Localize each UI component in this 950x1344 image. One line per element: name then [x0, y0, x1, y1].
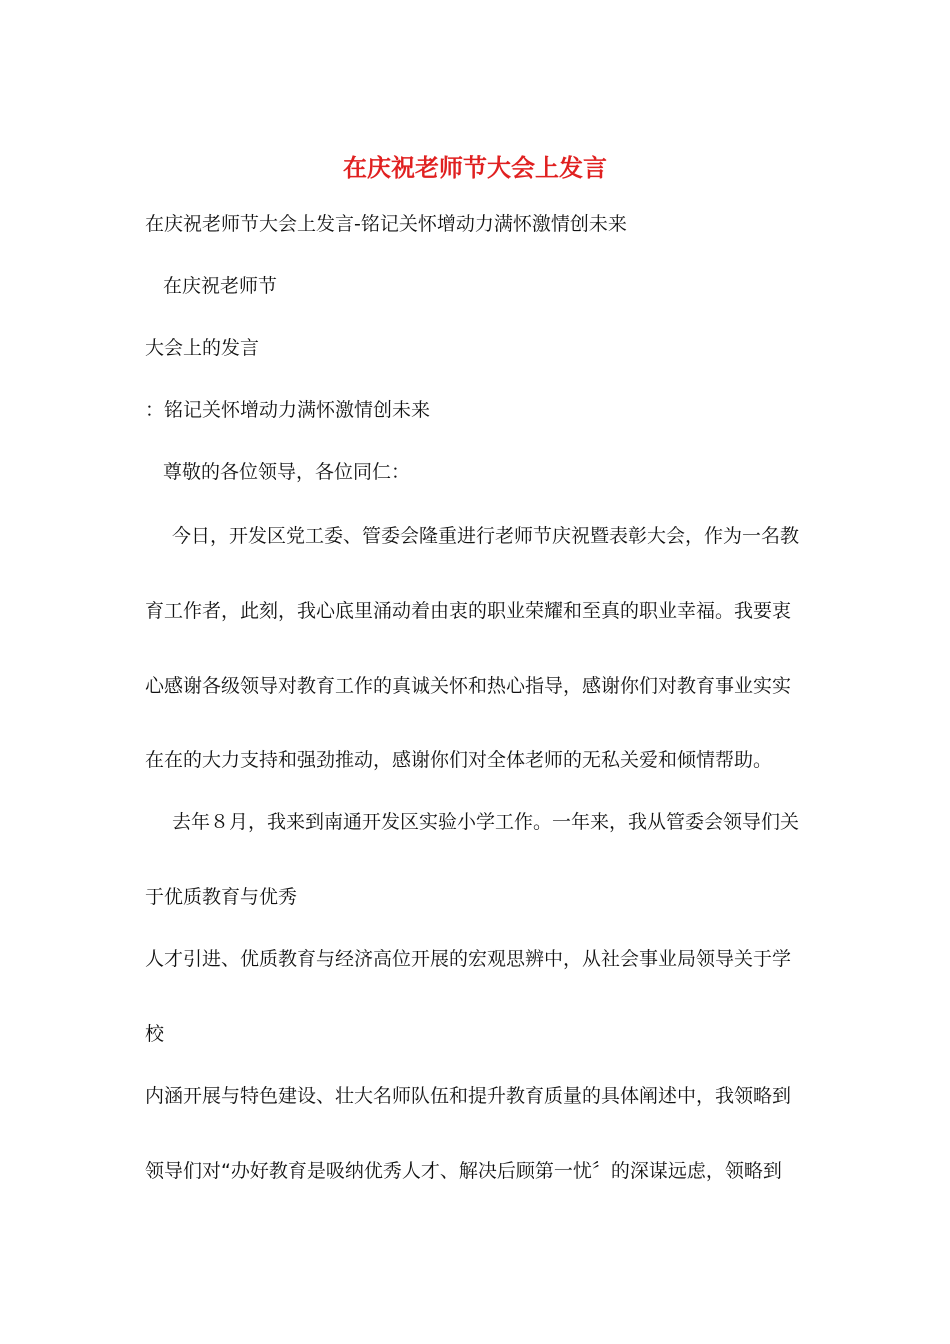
paragraph-line: 于优质教育与优秀 — [145, 886, 298, 908]
paragraph-line: 今日，开发区党工委、管委会隆重进行老师节庆祝暨表彰大会，作为一名教 — [172, 525, 800, 547]
paragraph-line: ：铭记关怀增动力满怀激情创未来 — [145, 399, 431, 421]
subtitle-line: 在庆祝老师节大会上发言-铭记关怀增动力满怀激情创未来 — [145, 213, 627, 235]
document-title: 在庆祝老师节大会上发言 — [343, 153, 607, 182]
paragraph-line: 育工作者，此刻，我心底里涌动着由衷的职业荣耀和至真的职业幸福。我要衷 — [145, 600, 792, 622]
paragraph-line: 在庆祝老师节 — [163, 275, 278, 297]
paragraph-line: 大会上的发言 — [145, 337, 260, 359]
paragraph-line: 内涵开展与特色建设、壮大名师队伍和提升教育质量的具体阐述中，我领略到 — [145, 1085, 792, 1107]
paragraph-line: 去年８月，我来到南通开发区实验小学工作。一年来，我从管委会领导们关 — [172, 811, 800, 833]
paragraph-line: 心感谢各级领导对教育工作的真诚关怀和热心指导，感谢你们对教育事业实实 — [145, 675, 792, 697]
paragraph-line: 领导们对“办好教育是吸纳优秀人才、解决后顾第一忧〞的深谋远虑，领略到 — [145, 1160, 782, 1182]
paragraph-line: 校 — [145, 1023, 165, 1045]
paragraph-line: 在在的大力支持和强劲推动，感谢你们对全体老师的无私关爱和倾情帮助。 — [145, 749, 773, 771]
paragraph-line: 人才引进、优质教育与经济高位开展的宏观思辨中，从社会事业局领导关于学 — [145, 948, 792, 970]
salutation-line: 尊敬的各位领导，各位同仁： — [163, 461, 411, 483]
